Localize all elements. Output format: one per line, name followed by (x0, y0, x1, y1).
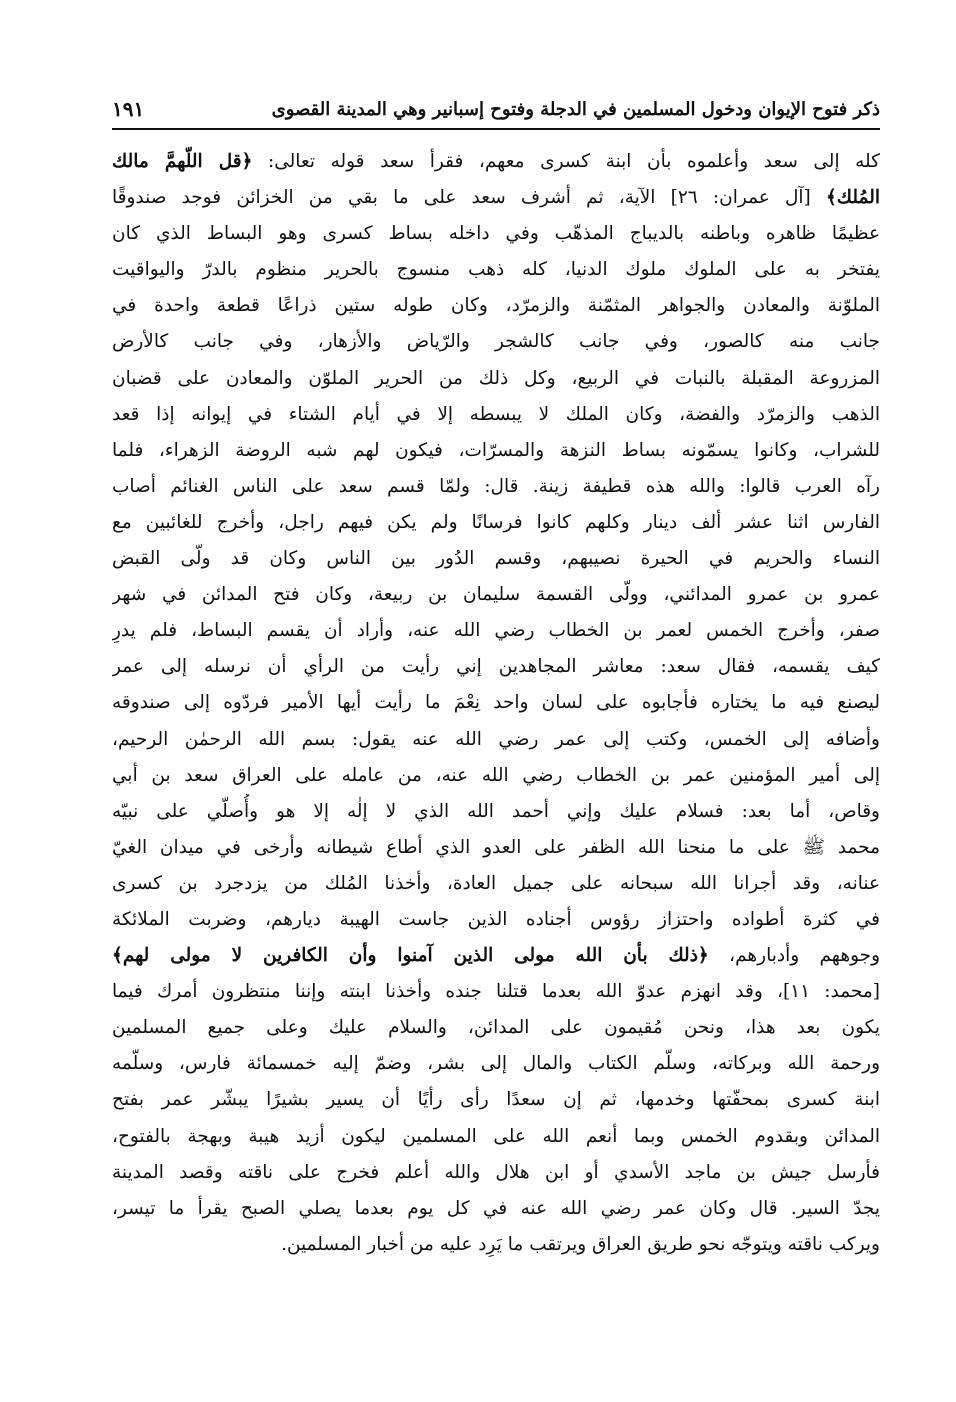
text-line (112, 577, 880, 613)
text-line (112, 1010, 880, 1046)
text-line (112, 685, 880, 721)
text-segment: ليصنع فيه ما يختاره فأجابوه على لسان واحد نِعْمَ ما رأيت أيها الأمير فردّوه إلى صندوقه (112, 692, 880, 714)
page-number: ١٩١ (112, 97, 145, 121)
text-segment: [محمد: ١١]، وقد انهزم عدوّ الله بعدما قتلنا جنده وأخذنا ابنته وإننا منتظرون أمرك فيما (112, 981, 880, 1003)
text-segment: [آل عمران: ٢٦] الآية، ثم أشرف سعد على ما بقي من الخزائن فوجد صندوقًا (112, 187, 826, 209)
text-segment: فأرسل جيش بن ماجد الأسدي أو ابن هلال والله أعلم فخرج على ناقته وقصد المدينة (112, 1161, 880, 1183)
text-line (112, 433, 880, 469)
text-line (112, 180, 880, 216)
text-line (112, 722, 880, 758)
text-line (112, 324, 880, 360)
body-text (112, 144, 880, 1263)
text-segment: المزروعة المقبلة بالنبات في الربيع، وكل ذلك من الحرير الملوّن والمعادن على قضبان (112, 367, 880, 389)
text-line (112, 974, 880, 1010)
text-line (112, 1227, 880, 1263)
text-segment: المدائن وبقدوم الخمس وبما أنعم الله على المسلمين ليكون أزيد هيبة وبهجة بالفتوح، (112, 1125, 880, 1147)
text-segment: في كثرة أطواده واحتزاز رؤوس أجناده الذين جاست الهيبة ديارهم، وضربت الملائكة (112, 908, 880, 930)
text-segment: إلى أمير المؤمنين عمر بن الخطاب رضي الله عنه، من عامله على العراق سعد بن أبي (112, 764, 880, 786)
text-segment: محمد ﷺ على ما منحنا الله الظفر على العدو الذي أطاع شيطانه وأرخى في ميدان الغيّ (112, 836, 880, 858)
text-segment: عمرو بن عمرو المدائني، وولّى القسمة سليمان بن ربيعة، وكان فتح المدائن في شهر (112, 584, 880, 606)
quran-verse: ﴿قل اللّهمَّ مالك (112, 151, 253, 172)
text-segment: صفر، وأخرج الخمس لعمر بن الخطاب رضي الله عنه، وأراد أن يقسم البساط، فلم يدرِ (112, 620, 880, 642)
text-segment: الملوّنة والمعادن والجواهر المثمّنة والزمرّد، وكان طوله ستين ذراعًا قطعة واحدة في (112, 295, 880, 317)
text-segment: ويركب ناقته ويتوجّه نحو طريق العراق ويرتقب ما يَرِد عليه من أخبار المسلمين. (281, 1233, 880, 1255)
text-line (112, 1046, 880, 1082)
text-line (112, 794, 880, 830)
text-segment: وجوههم وأدبارهم، (708, 945, 880, 967)
text-line (112, 361, 880, 397)
text-line (112, 613, 880, 649)
text-segment: وقاص، أما بعد: فسلام عليك وإني أحمد الله الذي لا إلٰه إلا هو وأُصلّي على نبيّه (112, 800, 880, 822)
text-segment: وأضافه إلى الخمس، وكتب إلى عمر رضي الله عنه يقول: بسم الله الرحمٰن الرحيم، (112, 728, 880, 750)
text-segment: يكون بعد هذا، ونحن مُقيمون على المدائن، والسلام عليك وعلى جميع المسلمين (112, 1017, 880, 1039)
text-segment: يجدّ السير. قال وكان عمر رضي الله عنه في كل يوم بعدما يصلي الصبح يقرأ ما تيسر، (112, 1197, 880, 1219)
text-line (112, 505, 880, 541)
text-line (112, 288, 880, 324)
text-segment: عظيمًا ظاهره وباطنه بالديباج المذهّب وفي داخله بساط كسرى وهو البساط الذي كان (112, 223, 880, 245)
text-segment: عنانه، وقد أجرانا الله سبحانه على جميل العادة، وأخذنا المُلك من يزدجرد بن كسرى (112, 872, 880, 894)
text-line (112, 469, 880, 505)
text-line (112, 1119, 880, 1155)
text-line (112, 902, 880, 938)
quran-verse: ﴿ذلك بأن الله مولى الذين آمنوا وأن الكافرين لا مولى لهم﴾ (112, 945, 709, 967)
text-segment: ابنة كسرى بمحفّتها وخدمها، ثم إن سعدًا رأى رأيًا أن يسير بشيرًا يبشّر عمر بفتح (112, 1089, 880, 1111)
text-line (112, 866, 880, 902)
text-segment: يفتخر به على الملوك ملوك الدنيا، كله ذهب منسوج بالحرير منظوم بالدرّ واليواقيت (112, 259, 880, 281)
text-line (112, 397, 880, 433)
text-segment: كله إلى سعد وأعلموه بأن ابنة كسرى معهم، فقرأ سعد قوله تعالى: (252, 151, 880, 172)
text-segment: الذهب والزمرّد والفضة، وكان الملك لا يبسطه إلا في أيام الشتاء في إيوانه إذا قعد (112, 403, 880, 425)
text-line (112, 830, 880, 866)
text-segment: كيف يقسمه، فقال سعد: معاشر المجاهدين إني رأيت من الرأي أن نرسله إلى عمر (112, 656, 880, 678)
quran-verse: المُلك﴾ (825, 187, 880, 209)
text-segment: النساء والحريم في الحيرة نصيبهم، وقسم الدُور بين الناس وكان قد ولّى القبض (112, 548, 880, 570)
text-line (112, 1155, 880, 1191)
text-line (112, 938, 880, 974)
text-segment: للشراب، وكانوا يسمّونه بساط النزهة والمسرّات، فيكون لهم شبه الروضة الزهراء، فلما (112, 439, 880, 461)
text-line (112, 758, 880, 794)
text-line (112, 216, 880, 252)
text-line (112, 649, 880, 685)
text-segment: الفارس اثنا عشر ألف دينار وكلهم كانوا فرسانًا ولم يكن فيهم راجل، وأخرج للغائبين مع (112, 511, 880, 533)
running-header (112, 94, 880, 130)
text-line (112, 252, 880, 288)
text-line (112, 541, 880, 577)
text-line (112, 144, 880, 180)
text-segment: ورحمة الله وبركاته، وسلّم الكتاب والمال إلى بشر، وضمّ إليه خمسمائة فارس، وسلّمه (112, 1053, 880, 1075)
text-segment: جانب منه كالصور، وفي جانب كالشجر والرّياض والأزهار، وفي جانب كالأرض (112, 331, 880, 353)
text-segment: رآه العرب قالوا: والله هذه قطيفة زينة. قال: ولمّا قسم سعد على الناس الغنائم أصاب (112, 475, 880, 497)
text-line (112, 1082, 880, 1118)
running-title: ذكر فتوح الإيوان ودخول المسلمين في الدجلة وفتوح إسبانير وهي المدينة القصوى (271, 98, 880, 120)
text-line (112, 1191, 880, 1227)
